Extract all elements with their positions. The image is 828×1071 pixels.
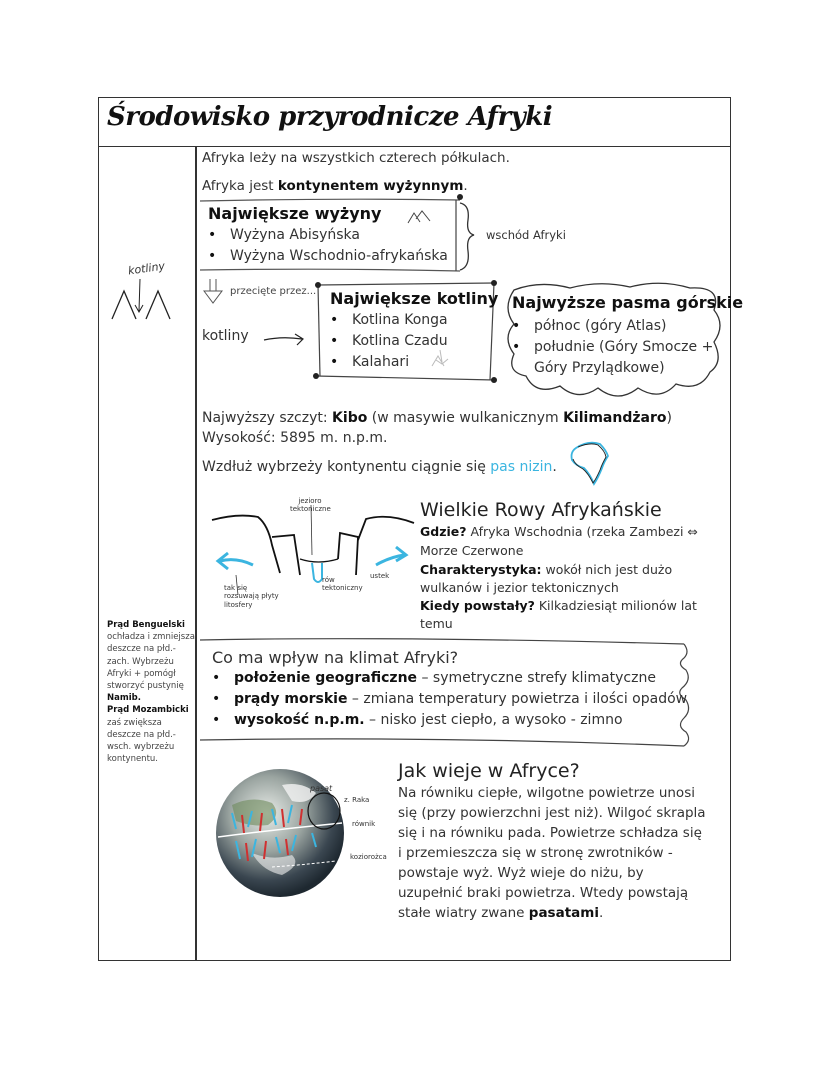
- side-note-currents: [107, 619, 197, 765]
- mountains-list: [508, 316, 713, 358]
- wind-line: się i na równiku pada. Powietrze schładza się: [398, 825, 702, 841]
- globe-label-rownik: równik: [352, 820, 376, 828]
- side-note-benguela: Prąd Benguelski: [107, 620, 185, 630]
- wind-last-bold: pasatami: [528, 905, 599, 921]
- peak-suffix: ): [666, 410, 672, 426]
- wind-line: powstaje wyż. Wyż wieje do niżu, by: [398, 865, 644, 881]
- sketch-kotliny-label: kotliny: [127, 259, 166, 278]
- climate-list: [208, 668, 687, 731]
- cut-note: przecięte przez...: [230, 286, 317, 297]
- africa-outline-icon: [568, 440, 614, 486]
- arrow-right-icon: [262, 332, 308, 348]
- basins-item: • Kalahari: [326, 352, 448, 373]
- climate-item: [208, 689, 687, 710]
- climate-item-text: – nisko jest ciepło, a wysoko - zimno: [364, 712, 623, 728]
- rift-where-label: Gdzie?: [420, 524, 467, 539]
- lowlands-line: [202, 459, 557, 476]
- rift-label-rift: rów tektoniczny: [322, 576, 363, 593]
- basin-sketch-icon: [108, 275, 178, 325]
- page-title: Środowisko przyrodnicze Afryki: [107, 102, 553, 132]
- climate-item-text: – symetryczne strefy klimatyczne: [417, 670, 656, 686]
- wind-line: uzupełnić braki powietrza. Wtedy powstają: [398, 885, 689, 901]
- basins-list: [326, 310, 448, 373]
- wind-line: Na równiku ciepłe, wilgotne powietrze unosi: [398, 785, 695, 801]
- climate-item: [208, 668, 687, 689]
- highlands-item: • Wyżyna Wschodnio-afrykańska: [204, 246, 448, 267]
- rift-label-plates: tak się rozsuwają płyty litosfery: [224, 584, 279, 609]
- rift-where-2: Morze Czerwone: [420, 543, 524, 558]
- rift-when-text: Kilkadziesiąt milionów lat: [534, 598, 697, 613]
- peak-name: Kibo: [332, 410, 368, 426]
- climate-item-bold: położenie geograficzne: [234, 670, 418, 686]
- rift-label-lakes: jezioro tektoniczne: [290, 497, 331, 514]
- arrow-down-icon: [202, 277, 228, 305]
- rift-char: [420, 562, 672, 577]
- peak-prefix: Najwyższy szczyt:: [202, 410, 333, 426]
- lowlands-prefix: Wzdłuż wybrzeży kontynentu ciągnie się: [202, 459, 491, 475]
- rift-where: [420, 524, 698, 539]
- mountains-heading: Najwyższe pasma górskie: [512, 293, 744, 312]
- climate-heading: Co ma wpływ na klimat Afryki?: [212, 648, 459, 667]
- rift-heading: Wielkie Rowy Afrykańskie: [420, 499, 662, 521]
- column-divider: [195, 147, 197, 961]
- wind-line: i przemieszcza się w stronę zwrotników -: [398, 845, 673, 861]
- side-note-namib: Namib.: [107, 693, 141, 704]
- intro-line-1: Afryka leży na wszystkich czterech półkulach.: [202, 150, 510, 166]
- highlands-item: • Wyżyna Abisyńska: [204, 225, 448, 246]
- rift-char-2: wulkanów i jezior tektonicznych: [420, 580, 619, 595]
- climate-item-bold: wysokość n.p.m.: [234, 712, 365, 728]
- basins-item: • Kotlina Czadu: [326, 331, 448, 352]
- highlands-brace-note: wschód Afryki: [486, 228, 566, 242]
- intro-bold: kontynentem wyżynnym: [277, 178, 464, 194]
- intro-prefix: Afryka jest: [202, 178, 278, 194]
- rift-char-text: wokół nich jest dużo: [541, 562, 673, 577]
- mountains-item: • południe (Góry Smocze +: [508, 337, 713, 358]
- side-note-mozambique: Prąd Mozambicki: [107, 705, 189, 716]
- rift-when-2: temu: [420, 616, 453, 631]
- intro-line-2: [202, 178, 468, 194]
- wind-last-suffix: .: [598, 905, 604, 921]
- basins-label: kotliny: [202, 328, 249, 344]
- mountains-item: • północ (góry Atlas): [508, 316, 713, 337]
- globe-label-pasat: pasat: [310, 784, 333, 793]
- rift-when: [420, 598, 697, 613]
- lowlands-highlight: pas nizin: [490, 459, 553, 475]
- peak-line: [202, 410, 672, 427]
- rift-where-text: Afryka Wschodnia (rzeka Zambezi ⇔: [466, 524, 698, 539]
- side-note-text-2: zaś zwiększa deszcze na płd.-wsch. wybrzeżu kontynentu.: [107, 717, 176, 765]
- climate-item: [208, 710, 687, 731]
- rift-char-label: Charakterystyka:: [420, 562, 542, 577]
- climate-item-text: – zmiana temperatury powietrza i ilości opadów: [347, 691, 688, 707]
- basins-heading: Największe kotliny: [330, 289, 499, 308]
- climate-item-bold: prądy morskie: [234, 691, 348, 707]
- intro-suffix: .: [463, 178, 468, 194]
- basins-item: • Kotlina Konga: [326, 310, 448, 331]
- peak-massif: Kilimandżaro: [563, 410, 667, 426]
- mountain-doodle-icon: [408, 211, 430, 223]
- globe-label-zwrotnik: z. Raka: [344, 796, 370, 804]
- peak-middle: (w masywie wulkanicznym: [367, 410, 564, 426]
- wind-line-last: [398, 905, 603, 921]
- peak-height: Wysokość: 5895 m. n.p.m.: [202, 430, 388, 446]
- highlands-heading: Największe wyżyny: [208, 204, 382, 223]
- highlands-list: [204, 225, 448, 267]
- wind-heading: Jak wieje w Afryce?: [398, 760, 580, 782]
- wind-line: się (przy powierzchni jest niż). Wilgoć skrapla: [398, 805, 706, 821]
- rift-label-slope: ustek: [370, 572, 390, 580]
- wind-last-prefix: stałe wiatry zwane: [398, 905, 529, 921]
- globe-label-koziorozca: koziorożca: [350, 853, 387, 861]
- rift-when-label: Kiedy powstały?: [420, 598, 535, 613]
- lowlands-suffix: .: [552, 459, 557, 475]
- side-note-text-1: ochładza i zmniejsza deszcze na płd.-zach. Wybrzeżu Afryki + pomógł stworzyć pustynię: [107, 632, 195, 692]
- mountains-item-continued: Góry Przylądkowe): [534, 360, 665, 376]
- title-row: [99, 98, 730, 147]
